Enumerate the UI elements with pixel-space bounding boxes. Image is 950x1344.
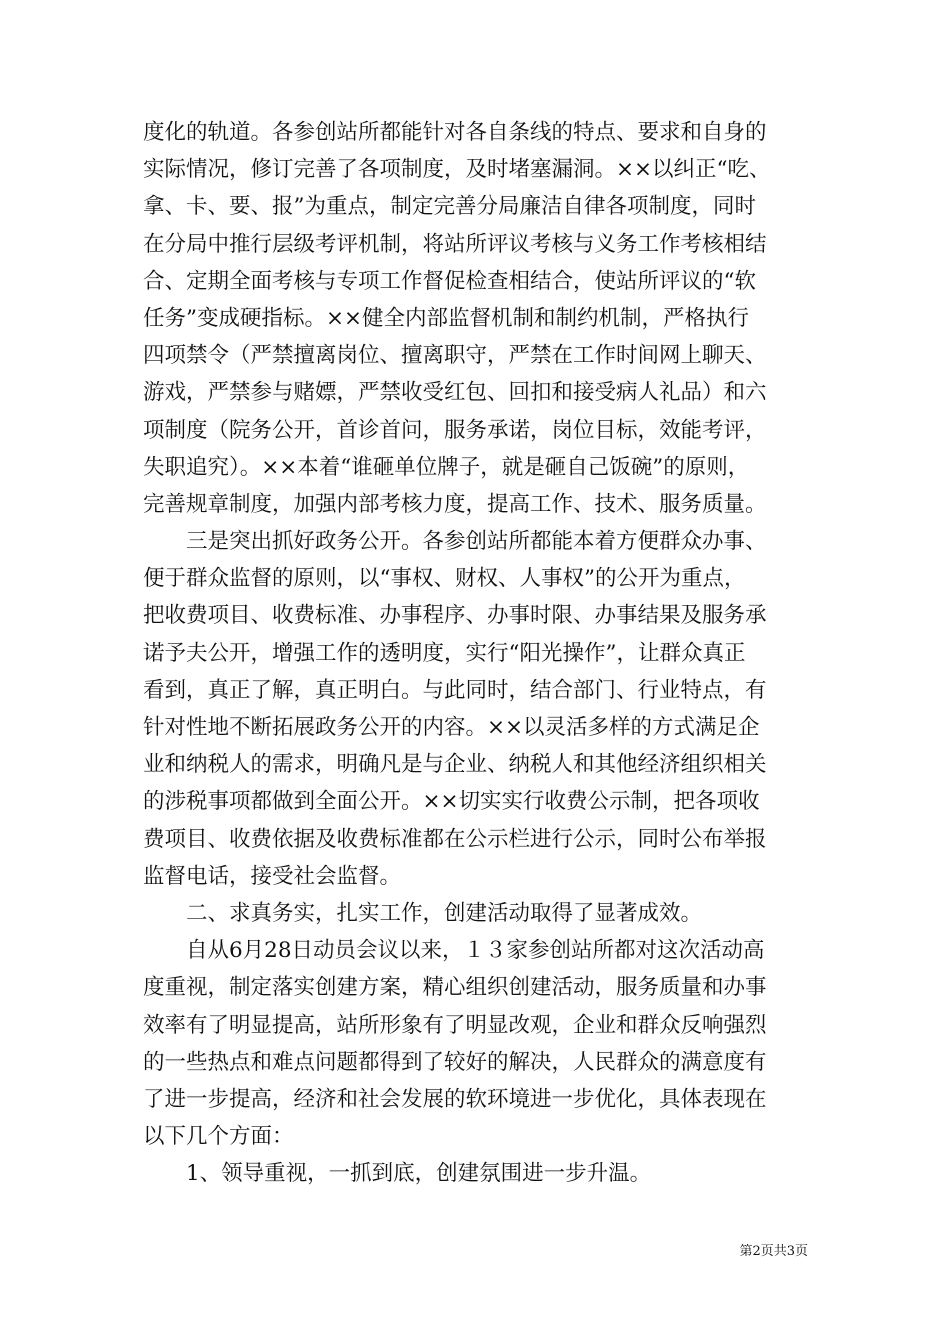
text-line: 任务”变成硬指标。××健全内部监督机制和制约机制，严格执行 <box>143 305 750 331</box>
text-line: 业和纳税人的需求，明确凡是与企业、纳税人和其他经济组织相关 <box>143 752 767 778</box>
text-line: 失职追究）。××本着“谁砸单位牌子，就是砸自己饭碗”的原则， <box>143 454 750 480</box>
paragraph-start-line: 三是突出抓好政务公开。各参创站所都能本着方便群众办事、 <box>143 529 767 555</box>
text-line: 监督电话，接受社会监督。 <box>143 863 402 889</box>
text-line: 度化的轨道。各参创站所都能针对各自条线的特点、要求和自身的 <box>143 120 767 145</box>
text-line: 实际情况，修订完善了各项制度，及时堵塞漏洞。××以纠正“吃、 <box>143 157 771 183</box>
text-line: 拿、卡、要、报”为重点，制定完善分局廉洁自律各项制度，同时 <box>143 194 756 220</box>
text-line: 费项目、收费依据及收费标准都在公示栏进行公示，同时公布举报 <box>143 826 767 852</box>
text-line: 游戏，严禁参与赌嫖，严禁收受红包、回扣和接受病人礼品）和六 <box>143 380 767 406</box>
section-heading-line: 二、求真务实，扎实工作，创建活动取得了显著成效。 <box>143 900 703 926</box>
text-line: 在分局中推行层级考评机制，将站所评议考核与义务工作考核相结 <box>143 231 767 257</box>
text-line: 把收费项目、收费标准、办事程序、办事时限、办事结果及服务承 <box>143 603 767 629</box>
text-line: 的一些热点和难点问题都得到了较好的解决，人民群众的满意度有 <box>143 1049 767 1075</box>
paragraph-start-line: 自从6月28日动员会议以来，１３家参创站所都对这次活动高 <box>143 938 765 964</box>
text-line: 效率有了明显提高，站所形象有了明显改观，企业和群众反响强烈 <box>143 1012 767 1038</box>
text-line: 针对性地不断拓展政务公开的内容。××以灵活多样的方式满足企 <box>143 715 760 740</box>
text-line: 诺予夫公开，增强工作的透明度，实行“阳光操作”，让群众真正 <box>143 640 746 666</box>
text-line: 以下几个方面： <box>143 1124 294 1150</box>
text-line: 四项禁令（严禁擅离岗位、擅离职守，严禁在工作时间网上聊天、 <box>143 343 767 369</box>
text-line: 项制度（院务公开，首诊首问，服务承诺，岗位目标，效能考评， <box>143 417 767 443</box>
document-body <box>143 114 813 1192</box>
text-line: 完善规章制度，加强内部考核力度，提高工作、技术、服务质量。 <box>143 491 767 517</box>
text-line: 的涉税事项都做到全面公开。××切实实行收费公示制，把各项收 <box>143 789 760 815</box>
text-line: 便于群众监督的原则，以“事权、财权、人事权”的公开为重点， <box>143 566 746 592</box>
text-line: 合、定期全面考核与专项工作督促检查相结合，使站所评议的“软 <box>143 268 756 294</box>
text-line: 看到，真正了解，真正明白。与此同时，结合部门、行业特点，有 <box>143 677 767 703</box>
subheading-line: 1、领导重视，一抓到底，创建氛围进一步升温。 <box>143 1161 652 1187</box>
page-number: 第2页共3页 <box>739 1244 808 1259</box>
text-line: 度重视，制定落实创建方案，精心组织创建活动，服务质量和办事 <box>143 975 767 1001</box>
text-line: 了进一步提高，经济和社会发展的软环境进一步优化，具体表现在 <box>143 1086 767 1112</box>
